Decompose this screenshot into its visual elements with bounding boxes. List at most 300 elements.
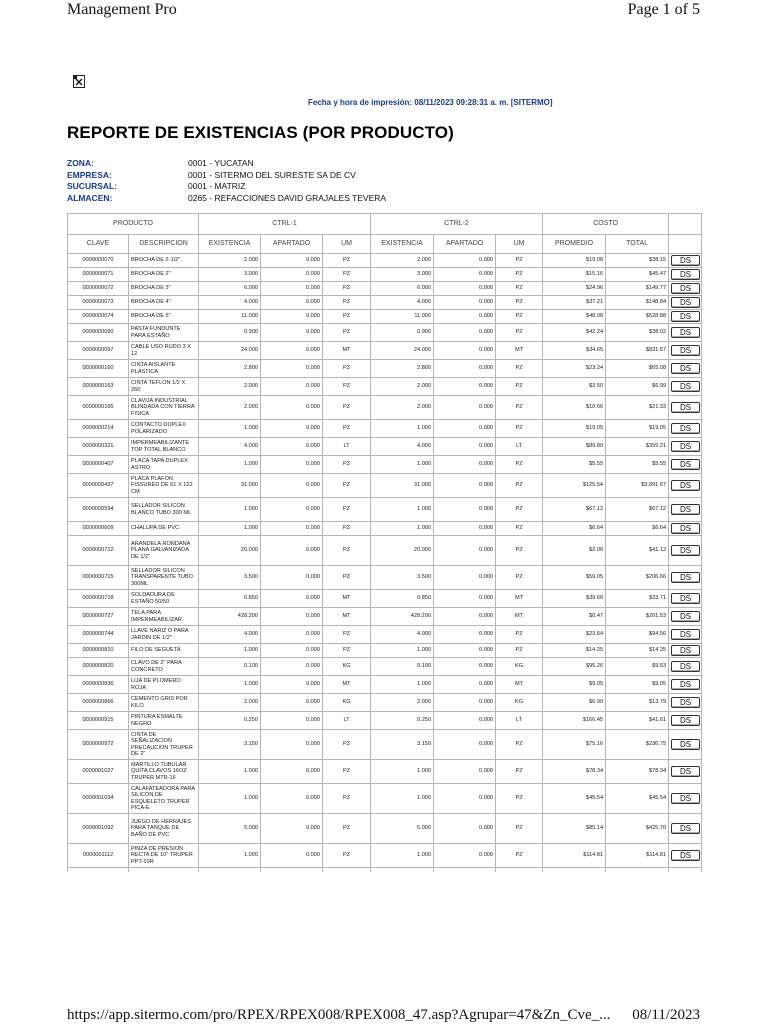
cell-existencia-2: 428.200 [371,608,434,626]
cell-promedio: $19.08 [543,254,606,268]
cell-existencia-2: 11.000 [371,310,434,324]
cell-action [669,814,702,844]
cell-apartado-2: 0.000 [434,608,496,626]
cell-existencia-1: 6.000 [199,282,261,296]
cell-descripcion: BROCHA DE 5" [129,310,199,324]
cell-apartado-1: 0.000 [261,296,323,310]
cell-promedio: $85.14 [543,814,606,844]
cell-total: $14.25 [606,644,669,658]
cell-promedio: $6.90 [543,694,606,712]
cell-promedio: $39.66 [543,590,606,608]
cell-apartado-2: 0.000 [434,644,496,658]
cell-promedio: $9.05 [543,676,606,694]
cell-descripcion: TELA PARA IMPERMEABILIZAR [129,608,199,626]
cell-um-2: MT [496,608,543,626]
cell-existencia-1: 4.000 [199,438,261,456]
meta-label: ALMACEN: [67,192,113,203]
cell-apartado-1: 0.000 [261,536,323,566]
cell-total: $236.75 [606,730,669,760]
ds-button[interactable]: DS [671,545,700,556]
table-row [68,324,702,342]
ds-button[interactable]: DS [671,793,700,804]
cell-action [669,396,702,420]
meta-row-zona [67,158,386,170]
ds-button[interactable]: DS [671,593,700,604]
ds-button[interactable]: DS [671,629,700,640]
cell-descripcion: BROCHA DE 2" [129,268,199,282]
cell-um-1: PZ [323,420,371,438]
cell-apartado-2: 0.000 [434,566,496,590]
cell-um-1: PZ [323,474,371,498]
cell-clave: 0000000097 [68,342,129,360]
cell-um-1: PZ [323,282,371,296]
cell-um-2: PZ [496,396,543,420]
table-row [68,658,702,676]
col-existencia-2: EXISTENCIA [371,235,434,254]
cell-apartado-1: 0.000 [261,310,323,324]
cell-descripcion: PINTURA ESMALTE NEGRO [129,712,199,730]
cell-clave: 0000000594 [68,498,129,522]
ds-button[interactable]: DS [671,255,700,266]
cell-um-1: MT [323,590,371,608]
cell-clave: 0000000407 [68,456,129,474]
cell-action [669,760,702,784]
cell-action [669,420,702,438]
cell-um-2: KG [496,658,543,676]
cell-existencia-2: 2.800 [371,360,434,378]
cell-um-1: MT [323,342,371,360]
cell-action [669,342,702,360]
ds-button[interactable]: DS [671,269,700,280]
table-row [68,522,702,536]
cell-promedio: $89.80 [543,438,606,456]
table-row [68,360,702,378]
meta-label: ZONA: [67,158,94,168]
cell-apartado-2: 0.000 [434,378,496,396]
cell-clave: 0000000074 [68,310,129,324]
cell-um-1: PZ [323,536,371,566]
group-ctrl-2: CTRL-2 [371,214,543,235]
cell-descripcion: CHALUPA DE PVC [129,522,199,536]
cell-total: $94.56 [606,626,669,644]
cell-clave: 0000000727 [68,608,129,626]
cell-existencia-1: 3.500 [199,566,261,590]
cell-action [669,282,702,296]
cell-um-2: PZ [496,324,543,342]
cell-existencia-1: 1.000 [199,498,261,522]
ds-button[interactable]: DS [671,423,700,434]
cell-descripcion: BROCHA DE 4" [129,296,199,310]
cell-promedio: $37.21 [543,296,606,310]
cell-um-1: PZ [323,360,371,378]
page-footer-url: https://app.sitermo.com/pro/RPEX/RPEX008/RPEX008_47.asp?Agrupar=47&Zn_Cve_... [67,1007,611,1023]
cell-descripcion: CONTACTO DUPLEX POLARIZADO [129,420,199,438]
cell-action [669,254,702,268]
cell-action [669,590,702,608]
cell-existencia-2: 3.500 [371,566,434,590]
cell-apartado-2: 0.000 [434,658,496,676]
cell-promedio: $166.45 [543,712,606,730]
cell-um-1: PZ [323,396,371,420]
cell-clave: 0000000070 [68,254,129,268]
ds-button[interactable]: DS [671,327,700,338]
cell-promedio: $5.55 [543,456,606,474]
cell-promedio: $23.64 [543,626,606,644]
cell-um-2: PZ [496,378,543,396]
cell-empty [669,868,702,873]
cell-promedio: $78.34 [543,760,606,784]
cell-um-2: PZ [496,536,543,566]
cell-apartado-1: 0.000 [261,844,323,868]
cell-total: $45.47 [606,268,669,282]
ds-button[interactable]: DS [671,850,700,861]
cell-um-2: PZ [496,566,543,590]
cell-descripcion: ARANDELA RONDANA PLANA GALVANIZADA DE 1/2" [129,536,199,566]
cell-apartado-1: 0.000 [261,814,323,844]
ds-button[interactable]: DS [671,459,700,470]
table-row-continuation [68,868,702,873]
cell-total: $45.54 [606,784,669,814]
cell-um-1: PZ [323,324,371,342]
table-body [68,254,702,873]
cell-clave: 0000000609 [68,522,129,536]
cell-descripcion: BROCHA DE 3" [129,282,199,296]
meta-value: 0001 - MATRIZ [188,181,246,191]
cell-action [669,784,702,814]
cell-clave: 0000000165 [68,396,129,420]
cell-existencia-1: 4.000 [199,626,261,644]
cell-clave: 0000001034 [68,784,129,814]
cell-action [669,324,702,342]
cell-apartado-2: 0.000 [434,420,496,438]
cell-existencia-2: 2.000 [371,378,434,396]
cell-descripcion: CINTA AISLANTE PLASTICA [129,360,199,378]
cell-total: $19.05 [606,420,669,438]
cell-existencia-2: 1.000 [371,420,434,438]
cell-existencia-2: 1.000 [371,784,434,814]
cell-descripcion: BROCHA DE 2-1/2" [129,254,199,268]
cell-um-2: PZ [496,784,543,814]
cell-clave: 0000001027 [68,760,129,784]
cell-apartado-2: 0.000 [434,268,496,282]
cell-existencia-1: 1.000 [199,760,261,784]
cell-um-1: PZ [323,760,371,784]
page-header-number: Page 1 of 5 [627,1,700,18]
cell-existencia-1: 11.000 [199,310,261,324]
cell-clave: 0000000160 [68,360,129,378]
cell-total: $528.88 [606,310,669,324]
cell-apartado-1: 0.000 [261,644,323,658]
table-row [68,760,702,784]
cell-clave: 0000000820 [68,658,129,676]
cell-apartado-2: 0.000 [434,760,496,784]
inventory-table [67,213,702,872]
cell-existencia-2: 31.000 [371,474,434,498]
ds-button[interactable]: DS [671,697,700,708]
cell-existencia-1: 1.000 [199,676,261,694]
cell-apartado-2: 0.000 [434,342,496,360]
cell-existencia-1: 428.200 [199,608,261,626]
cell-apartado-2: 0.000 [434,456,496,474]
cell-apartado-1: 0.000 [261,694,323,712]
cell-clave: 0000000915 [68,712,129,730]
cell-apartado-2: 0.000 [434,844,496,868]
table-row [68,814,702,844]
cell-apartado-1: 0.000 [261,420,323,438]
ds-button[interactable]: DS [671,441,700,452]
report-meta [67,158,386,204]
cell-existencia-2: 5.000 [371,814,434,844]
page-footer-date: 08/11/2023 [632,1007,700,1023]
cell-um-1: PZ [323,522,371,536]
cell-apartado-2: 0.000 [434,396,496,420]
cell-apartado-1: 0.000 [261,268,323,282]
cell-empty [129,868,199,873]
col-apartado-1: APARTADO [261,235,323,254]
cell-existencia-1: 2.000 [199,254,261,268]
ds-button[interactable]: DS [671,661,700,672]
cell-existencia-2: 6.000 [371,282,434,296]
cell-apartado-1: 0.000 [261,438,323,456]
cell-clave: 0000000715 [68,566,129,590]
ds-button[interactable]: DS [671,402,700,413]
cell-descripcion: CALAFATEADORA PARA SILICON DE ESQUELETO TRUPER PICA-E [129,784,199,814]
cell-promedio: $114.81 [543,844,606,868]
ds-button[interactable]: DS [671,766,700,777]
ds-button[interactable]: DS [671,823,700,834]
cell-apartado-1: 0.000 [261,522,323,536]
cell-clave: 0000001112 [68,844,129,868]
table-row [68,282,702,296]
table-row [68,694,702,712]
cell-descripcion: IMPERMEABILIZANTE TOP TOTAL BLANCO [129,438,199,456]
cell-um-1: PZ [323,644,371,658]
cell-promedio: $24.96 [543,282,606,296]
meta-value: 0001 - YUCATAN [188,158,254,168]
cell-descripcion: CINTA DE SEÑALIZACION PRECAUCION TRUPER DE 2" [129,730,199,760]
table-row [68,590,702,608]
cell-existencia-2: 4.000 [371,626,434,644]
cell-apartado-2: 0.000 [434,536,496,566]
cell-existencia-1: 1.000 [199,644,261,658]
cell-promedio: $48.08 [543,310,606,324]
cell-empty [261,868,323,873]
cell-um-1: PZ [323,626,371,644]
cell-um-2: PZ [496,268,543,282]
cell-total: $78.34 [606,760,669,784]
cell-promedio: $67.12 [543,498,606,522]
cell-apartado-2: 0.000 [434,730,496,760]
cell-total: $41.61 [606,712,669,730]
cell-promedio: $34.65 [543,342,606,360]
cell-promedio: $0.47 [543,608,606,626]
cell-existencia-1: 0.850 [199,590,261,608]
ds-button[interactable]: DS [671,611,700,622]
cell-existencia-2: 2.000 [371,254,434,268]
cell-um-2: PZ [496,254,543,268]
cell-empty [323,868,371,873]
cell-clave: 0000000718 [68,590,129,608]
meta-label: EMPRESA: [67,169,112,180]
cell-descripcion: PINZA DE PRESION RECTA DE 10" TRUPER PPT-10R [129,844,199,868]
table-row [68,254,702,268]
table-row [68,474,702,498]
cell-apartado-1: 0.000 [261,396,323,420]
cell-total: $65.08 [606,360,669,378]
cell-um-1: PZ [323,498,371,522]
cell-promedio: $42.24 [543,324,606,342]
cell-um-1: PZ [323,268,371,282]
cell-um-2: PZ [496,814,543,844]
table-row [68,498,702,522]
cell-action [669,536,702,566]
col-um-1: UM [323,235,371,254]
group-blank [669,214,702,235]
cell-total: $38.15 [606,254,669,268]
cell-promedio: $3.50 [543,378,606,396]
ds-button[interactable]: DS [671,363,700,374]
cell-um-2: PZ [496,644,543,658]
ds-button[interactable]: DS [671,572,700,583]
cell-existencia-1: 0.100 [199,658,261,676]
cell-clave: 0000000810 [68,644,129,658]
cell-apartado-1: 0.000 [261,760,323,784]
cell-um-2: MT [496,590,543,608]
cell-um-2: KG [496,694,543,712]
cell-action [669,658,702,676]
cell-um-2: PZ [496,310,543,324]
cell-descripcion: SELLADOR SILICON TRANSPARENTE TUBO 300ML [129,566,199,590]
ds-button[interactable]: DS [671,381,700,392]
ds-button[interactable]: DS [671,739,700,750]
ds-button[interactable]: DS [671,283,700,294]
cell-descripcion: CINTA TEFLON 1/2 X 260 [129,378,199,396]
table-row [68,438,702,456]
cell-total: $201.53 [606,608,669,626]
cell-um-2: LT [496,712,543,730]
cell-total: $148.84 [606,296,669,310]
cell-um-2: MT [496,676,543,694]
cell-clave: 0000000214 [68,420,129,438]
table-row [68,566,702,590]
ds-button[interactable]: DS [671,297,700,308]
cell-promedio: $125.54 [543,474,606,498]
cell-descripcion: LLAVE NARIZ O PARA JARDIN DE 1/2" [129,626,199,644]
cell-empty [434,868,496,873]
cell-apartado-1: 0.000 [261,730,323,760]
meta-value: 0265 - REFACCIONES DAVID GRAJALES TEVERA [188,192,387,203]
cell-action [669,644,702,658]
table-row [68,296,702,310]
cell-apartado-2: 0.000 [434,310,496,324]
cell-total: $149.77 [606,282,669,296]
ds-button[interactable]: DS [671,523,700,534]
cell-descripcion: PASTA FUNDUNTE PARA ESTAÑO [129,324,199,342]
cell-total: $6.64 [606,522,669,536]
cell-promedio: $10.66 [543,396,606,420]
cell-existencia-2: 4.000 [371,438,434,456]
cell-um-1: LT [323,438,371,456]
cell-existencia-2: 1.000 [371,844,434,868]
cell-action [669,268,702,282]
meta-label: SUCURSAL: [67,181,118,191]
cell-apartado-1: 0.000 [261,658,323,676]
cell-existencia-2: 1.000 [371,644,434,658]
ds-button[interactable]: DS [671,715,700,726]
cell-um-1: PZ [323,254,371,268]
cell-action [669,378,702,396]
cell-um-1: PZ [323,844,371,868]
cell-um-1: PZ [323,814,371,844]
cell-empty [199,868,261,873]
cell-um-2: PZ [496,730,543,760]
ds-button[interactable]: DS [671,645,700,656]
ds-button[interactable]: DS [671,311,700,322]
cell-descripcion: MARTILLO TUBULAR QUITA CLAVOS 16OZ TRUPER MTR-16 [129,760,199,784]
cell-descripcion: CLAVO DE 2" PARA CONCRETO [129,658,199,676]
cell-clave: 0000000071 [68,268,129,282]
cell-action [669,522,702,536]
cell-apartado-2: 0.000 [434,474,496,498]
cell-apartado-1: 0.000 [261,324,323,342]
cell-action [669,676,702,694]
cell-apartado-1: 0.000 [261,608,323,626]
ds-button[interactable]: DS [671,504,700,515]
cell-total: $41.12 [606,536,669,566]
cell-um-1: MT [323,676,371,694]
cell-total: $206.66 [606,566,669,590]
cell-existencia-2: 0.100 [371,658,434,676]
cell-existencia-1: 3.150 [199,730,261,760]
table-row [68,268,702,282]
cell-um-2: PZ [496,522,543,536]
cell-um-2: PZ [496,498,543,522]
cell-empty [371,868,434,873]
cell-existencia-2: 24.000 [371,342,434,360]
cell-total: $6.99 [606,378,669,396]
cell-apartado-2: 0.000 [434,254,496,268]
ds-button[interactable]: DS [671,480,700,491]
cell-descripcion: LIJA DE PLOMERO ROJA [129,676,199,694]
cell-um-2: MT [496,342,543,360]
table-row [68,396,702,420]
ds-button[interactable]: DS [671,345,700,356]
cell-apartado-1: 0.000 [261,498,323,522]
cell-total: $9.05 [606,676,669,694]
cell-clave: 0000000972 [68,730,129,760]
cell-existencia-1: 2.800 [199,360,261,378]
cell-clave: 0000000072 [68,282,129,296]
cell-existencia-1: 20.000 [199,536,261,566]
cell-total: $67.12 [606,498,669,522]
cell-promedio: $14.25 [543,644,606,658]
cell-total: $114.81 [606,844,669,868]
cell-action [669,730,702,760]
cell-apartado-2: 0.000 [434,784,496,814]
cell-descripcion: CLAVIJA INDUSTRIAL BLINDADA CON TIERRA FISICA [129,396,199,420]
cell-existencia-2: 4.000 [371,296,434,310]
ds-button[interactable]: DS [671,679,700,690]
cell-existencia-2: 0.250 [371,712,434,730]
table-row [68,730,702,760]
cell-existencia-1: 24.000 [199,342,261,360]
cell-um-2: PZ [496,296,543,310]
cell-um-2: PZ [496,844,543,868]
cell-action [669,498,702,522]
cell-um-1: KG [323,658,371,676]
table-column-header [68,235,702,254]
cell-apartado-1: 0.000 [261,342,323,360]
